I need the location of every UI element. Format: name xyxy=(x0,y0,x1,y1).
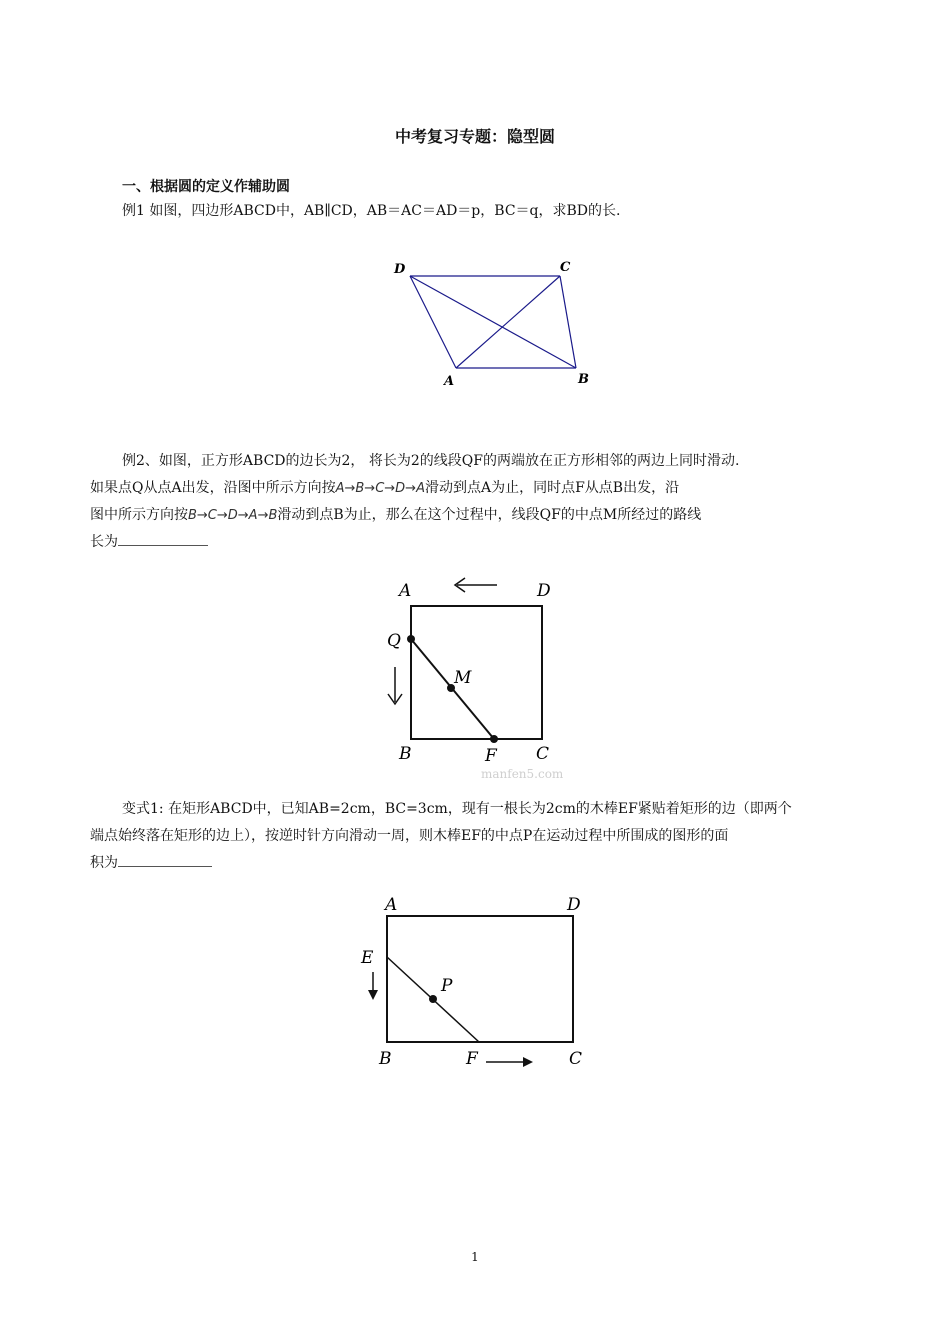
example-1-text: 例1 如图，四边形ABCD中，AB∥CD，AB＝AC＝AD＝p，BC＝q，求BD的长. xyxy=(122,203,621,219)
label-C: C xyxy=(560,260,571,275)
example-2-line-4-text: 长为 xyxy=(90,534,118,550)
label-F: F xyxy=(466,1049,478,1069)
label-B: B xyxy=(578,372,589,387)
section-heading: 一、根据圆的定义作辅助圆 xyxy=(122,179,290,195)
label-E: E xyxy=(361,948,374,968)
variant-1-line-3 xyxy=(90,850,870,877)
variant-1-line-1: 变式1: 在矩形ABCD中，已知AB=2cm，BC=3cm，现有一根长为2cm的木棒EF紧贴着矩形的边（即两个 xyxy=(122,801,792,817)
example-2-line-3-pre: 图中所示方向按 xyxy=(90,507,188,523)
sequence-2: B→C→D→A→B xyxy=(188,508,278,523)
label-P: P xyxy=(441,976,453,996)
answer-blank-1[interactable] xyxy=(118,531,208,546)
figure-1-trapezoid xyxy=(380,250,610,395)
sequence-1: A→B→C→D→A xyxy=(335,481,425,496)
label-C: C xyxy=(569,1049,583,1069)
page-number: 1 xyxy=(471,1250,479,1264)
label-C: C xyxy=(536,744,550,764)
variant-1-line-2: 端点始终落在矩形的边上），按逆时针方向滑动一周，则木棒EF的中点P在运动过程中所围成的图形的面 xyxy=(90,828,729,844)
watermark: manfen5.com xyxy=(481,767,564,781)
figure-3-rectangle xyxy=(355,890,605,1075)
example-2-line-2-post: 滑动到点A为止，同时点F从点B出发，沿 xyxy=(424,480,680,496)
variant-1-line-3-text: 积为 xyxy=(90,855,118,871)
example-2-text xyxy=(90,448,870,556)
page-title: 中考复习专题：隐型圆 xyxy=(394,127,555,146)
variant-1-text xyxy=(90,796,870,877)
label-M: M xyxy=(454,668,472,688)
label-D: D xyxy=(394,262,406,277)
label-B: B xyxy=(399,744,412,764)
label-A: A xyxy=(399,581,412,601)
example-2-line-1: 例2、如图，正方形ABCD的边长为2， 将长为2的线段QF的两端放在正方形相邻的两边上同时滑动. xyxy=(122,453,740,469)
label-D: D xyxy=(537,581,551,601)
example-2-line-3-post: 滑动到点B为止，那么在这个过程中，线段QF的中点M所经过的路线 xyxy=(277,507,702,523)
figure-2-square xyxy=(375,572,615,782)
label-B: B xyxy=(379,1049,392,1069)
example-2-line-2 xyxy=(90,475,870,502)
example-2-line-2-pre: 如果点Q从点A出发，沿图中所示方向按 xyxy=(90,480,336,496)
example-2-line-3 xyxy=(90,502,870,529)
label-D: D xyxy=(567,895,581,915)
label-F: F xyxy=(485,746,497,766)
label-A: A xyxy=(444,374,455,389)
label-A: A xyxy=(385,895,398,915)
example-2-line-4 xyxy=(90,529,870,556)
label-Q: Q xyxy=(387,631,401,651)
answer-blank-2[interactable] xyxy=(118,852,212,867)
